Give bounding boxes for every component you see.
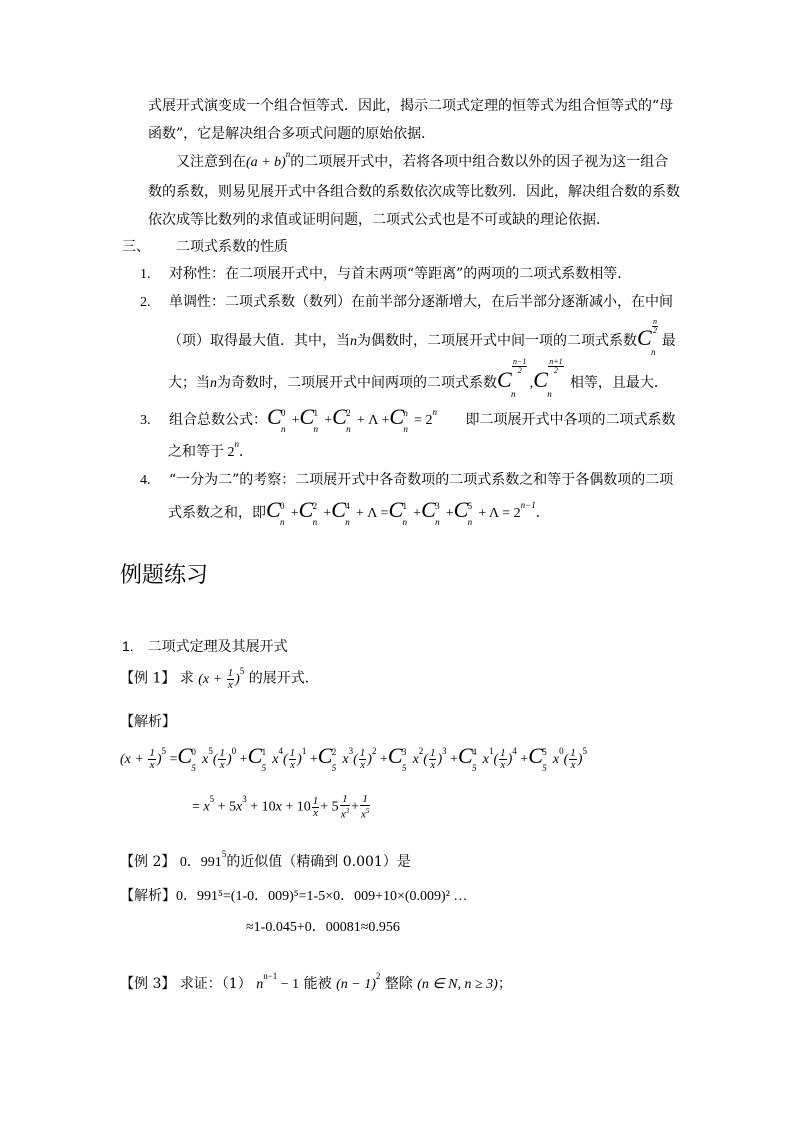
solution-label: 【解析】 (120, 714, 176, 730)
text-span: 组合总数公式： (168, 412, 267, 428)
list-text: 单调性：二项式系数（数列）在前半部分逐渐增大，在后半部分逐渐减小，在中间 (168, 294, 673, 310)
section-heading: 例题练习 (120, 562, 209, 587)
text-span: 的展开式． (248, 670, 319, 687)
text-span: 式系数之和，即 (168, 505, 266, 521)
formula-c-n-5: C 5 n (453, 497, 473, 527)
variable-n: n (350, 334, 357, 349)
text-span: 0．991 (179, 855, 222, 870)
list-number: 1. (140, 267, 151, 282)
text-span: 为奇数时，二项展开式中间两项的二项式系数 (217, 375, 497, 391)
list-number: 2. (140, 295, 151, 310)
text-span: 能被 (303, 976, 332, 992)
variable-n: n (210, 376, 217, 391)
example-2-solution (120, 886, 467, 907)
paragraph-line: 数的系数，则易见展开式中各组合数的系数依次成等比数列．因此，解决组合数的系数 (148, 184, 680, 200)
subsection-heading: 1. 二项式定理及其展开式 (122, 638, 288, 654)
list-text-line: 大；当n为奇数时，二项展开式中间两项的二项式系数C $\frac{n-1}{2}$ n ,C $\frac{n+1}{2}$ n 相等，且最大． (168, 357, 668, 399)
text-span: 最 (661, 333, 676, 349)
text-span: 相等，且最大． (569, 375, 668, 391)
list-number: 4. (140, 473, 151, 488)
list-text-line: 式系数之和，即C 0 n +C 2 n +C 4 n + Λ =C 1 n +C 3 n +C 5 n + $\Lambda = 2^{n-1}$． (168, 497, 550, 527)
example-label: 【例 3】 (120, 976, 176, 992)
formula-expansion-line2: = $x^5 + 5x^3 + 10x + 10$ $\frac{1}{x}$ + 5 $\frac{1}{x^3}$ + $\frac{1}{x^5}$ (192, 793, 370, 821)
formula-condition: (n ∈ N, n ≥ 3) (417, 977, 498, 992)
formula-c-n-n: C n n (389, 404, 408, 434)
section-title: 二项式系数的性质 (176, 239, 288, 255)
list-number: 3. (140, 413, 151, 428)
formula-c-n-3: C 3 n (421, 497, 440, 527)
formula-expansion-line1: (x + $\frac{1}{x}$ )$^5$ =C 0 5 $x^5$( $\frac{1}{x}$ )$^0$ +C 1 5 $x^4$( $\frac{1}{x}$ )$^1$ +C 2 5 $x^3$( $\frac{1}{x}$ )$^2$ +C 3 5 $x^2$( $\frac{1}{x}$ )$^3$ +C 4 5 $x^1$( $\frac{1}{x}$ )$^4$ +C 5 5 $x^0$( $\frac{1}{x}$ )$^5$ (120, 743, 587, 773)
text-span: 的二项展开式中，若将各项中组合数以外的因子视为这一组合 (290, 154, 669, 170)
paragraph-line: 式展开式演变成一个组合恒等式．因此，揭示二项式定理的恒等式为组合恒等式的“母 (148, 98, 674, 114)
example-3 (120, 971, 512, 995)
list-item (140, 292, 673, 313)
formula-x-plus-1-over-x: (x + $\frac{1}{x}$ )$^5$ (198, 665, 245, 691)
formula-c-n-0: C 0 n (266, 497, 285, 527)
formula-c-n-2: C 2 n (298, 497, 318, 527)
formula-c-n-middle-pair-2: C $\frac{n+1}{2}$ n (533, 357, 563, 399)
paragraph-line: 函数”，它是解决组合多项式问题的原始依据． (148, 126, 436, 142)
text-span: 即二项展开式中各项的二项式系数 (465, 412, 676, 428)
list-text: 对称性：在二项展开式中，与首末两项“等距离”的两项的二项式系数相等． (168, 266, 632, 282)
paragraph-line: 依次成等比数列的求值或证明问题，二项式公式也是不可或缺的理论依据． (148, 212, 610, 228)
formula-n-minus-1-squared: $(n - 1)^2$ (336, 971, 381, 992)
text-span: 的近似值（精确到 0.001）是 (226, 854, 411, 870)
example-label: 【例 2】 (120, 854, 176, 870)
text-span: 求 (179, 670, 194, 687)
text-span: （项）取得最大值．其中，当 (168, 333, 350, 349)
text-span: 又注意到在 (176, 154, 246, 170)
formula-c-n-2: C 2 n (332, 404, 351, 434)
text-span: 整除 (384, 976, 413, 992)
list-item (140, 470, 673, 491)
example-2: 【例 2】 0．$991^5$的近似值（精确到 0.001）是 (120, 849, 411, 870)
formula-c-n-4: C 4 n (331, 497, 350, 527)
list-text-line: 之和等于 2$^n$． (168, 439, 253, 460)
text-span: 之和等于 (168, 444, 224, 460)
solution-text: 0．991⁵=(1-0．009)⁵=1-5×0．009+10×(0.009)² … (176, 889, 468, 904)
formula-n-power: $n^{n-1} - 1$ (256, 971, 300, 992)
text-span: 为偶数时，二项展开式中间一项的二项式系数 (357, 333, 637, 349)
formula-c-n-0: C 0 n (266, 404, 286, 434)
solution-text: ≈1-0.045+0．00081≈0.956 (246, 920, 400, 935)
formula-2-power-n: 2$^n$ (224, 439, 239, 460)
formula-c-n-n-over-2: C $\frac{n}{2}$ n (637, 317, 657, 357)
example-label: 【例 1】 (120, 670, 176, 687)
formula-c-n-1: C 1 n (388, 497, 407, 527)
text-span: 大；当 (168, 375, 210, 391)
text-span: 求证：（1） (179, 976, 252, 992)
section-number: 三、 (122, 239, 150, 255)
paragraph-line (176, 149, 669, 173)
formula-c-n-middle-pair: C $\frac{n-1}{2}$ n (497, 357, 527, 399)
list-text: “一分为二”的考察：二项展开式中各奇数项的二项式系数之和等于各偶数项的二项 (168, 472, 674, 488)
formula-c-n-1: C 1 n (299, 404, 319, 434)
list-item (140, 264, 631, 285)
solution-label: 【解析】 (120, 888, 176, 904)
list-item: 3. 组合总数公式：C 0 n +C 1 n +C 2 n + Λ +C n n = $2^n$ 即二项展开式中各项的二项式系数 (140, 404, 676, 434)
text-span: ； (497, 976, 512, 992)
example-1 (120, 665, 319, 691)
list-text-line (168, 317, 676, 357)
formula-a-plus-b-power: $(a + b)^n$ (246, 149, 291, 170)
